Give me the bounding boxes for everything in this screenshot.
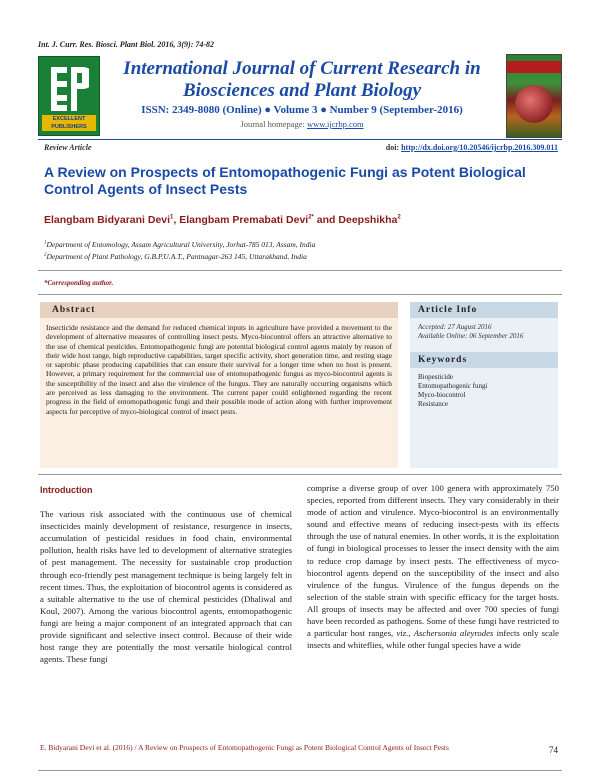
affiliation-2: $^2$Department of Plant Pathology, G.B.P.U.A.T., Pantnagar-263 145, Uttarakhand, India [44,252,307,261]
keyword-list [410,368,558,414]
article-info-box [410,302,558,468]
journal-cover-image [506,54,562,138]
header-divider [38,139,562,140]
running-citation: Int. J. Curr. Res. Biosci. Plant Biol. 2016, 3(9): 74-82 [38,40,215,49]
body-column-left [40,482,292,665]
article-type: Review Article [44,143,92,152]
keyword-item: Resistance [418,400,448,408]
author-list: Elangbam Bidyarani Devi$^1$, Elangbam Premabati Devi$^{2*}$ and Deepshikha$^2$ [44,214,401,226]
introduction-heading: Introduction [40,485,93,495]
abstract-text: Insecticide resistance and the demand for reduced chemical inputs in agriculture have provided a movement to the development of alternative measures of controlling insect pests. Myco-biocontrol offers an attractive alternative to the use of chemical pesticides. Entomopathogenic fungi are potential biological control agents mainly by reason of their wide host range, high reproductive capabilities, target specific activity, short generation time, and resting stage or saprobic phase producing capabilities that can ensure their survival for a longer time when no host is present. However, a primary requirement for the commercial use of entomopathogenic fungus as myco-biocontrol agents is the susceptibility of the insect and also the virulence of the fungus. They are naturally occurring organisms which are perceived as less damaging to the environment. The current paper could enlightened regarding the recent progress in the field of entomopathogenic fungi and their possible mode of action along with further improvement aspects for perceptive of myco-biological control of insect pests. [46,323,392,416]
keyword-item: Biopesticide [418,373,453,381]
body-divider [38,474,562,475]
accepted-date: Accepted: 27 August 2016 [418,323,492,331]
journal-header [38,54,562,138]
footer-citation: E. Bidyarani Devi et al. (2016) / A Review on Prospects of Entomopathogenic Fungi as Potent Biological Control Agents of Insect Pests [40,743,449,752]
issn-line: ISSN: 2349-8080 (Online) ● Volume 3 ● Number 9 (September-2016) [141,104,463,116]
publisher-logo [38,56,100,136]
page-number: 74 [549,745,558,755]
body-text-right: comprise a diverse group of over 100 genera with approximately 750 species, reported from different insects. They vary considerably in their mode of action and virulence. Myco-biocontrol is an environmentally sound and effective means of reducing insect-pests with its effects through the use of natural enemies. In other words, it is the exploitation of fungi in biological processes to lesser the insect density with the aim to reduce crop damage by insect pests. The effectiveness of myco-biocontrol agents depend on the susceptibility of the insect and also virulence of the fungus. Virulence of the fungus depends on the selection of the stable strain with specific efficacy for the target hosts. All groups of insects may be affected and over 700 species of fungi have been recorded as pathogens. Some of these fungi have restricted to a particular host ranges, [307,483,559,639]
ep-logo-icon [49,63,89,117]
abstract-box [40,302,398,468]
doi-link[interactable]: http://dx.doi.org/10.20546/ijcrbp.2016.309.011 [401,143,558,152]
logo-label: EXCELLENT PUBLISHERS [42,115,96,131]
homepage-link[interactable]: www.ijcrbp.com [307,119,364,129]
keyword-item: Myco-biocontrol [418,391,466,399]
article-dates [410,318,558,346]
corresponding-author-note: *Corresponding author. [44,279,114,287]
body-text-left: The various risk associated with the continuous use of chemical insecticides mainly development of resistance, resurgence in insects, accumulation of pesticidal residues in food chain, environmental pollution, health risks have led to development of alternative strategies of pest management. The necessity for sustainable crop production through eco-friendly pest management technique is being largely felt in recent times. Thus, the exploitation of biocontrol agents is considered as a suitable alternative to the use of chemical pesticides (Dhaliwal and Koul, 2007). Among the various biocontrol agents, entomopathogenic fungi are being a major component of an integrated approach that can provide significant and selective insect control. Because of their wide host range they are potentially the most versatile biological control agents. These fungi [40,509,292,665]
article-info-heading: Article Info [410,302,558,318]
footer-divider [38,770,562,771]
available-date: Available Online: 06 September 2016 [418,332,524,340]
affiliation-1: $^1$Department of Entomology, Assam Agricultural University, Jorhat-785 013, Assam, India [44,240,316,249]
keywords-heading: Keywords [410,352,558,368]
keyword-item: Entomopathogenic fungi [418,382,488,390]
journal-homepage: Journal homepage: www.ijcrbp.com [240,119,364,129]
abstract-divider [38,294,562,295]
doi: doi: http://dx.doi.org/10.20546/ijcrbp.2016.309.011 [385,143,558,152]
paper-title: A Review on Prospects of Entomopathogenic Fungi as Potent Biological Control Agents of Insect Pests [44,164,526,197]
journal-title: International Journal of Current Research in Biosciences and Plant Biology [123,58,481,101]
abstract-heading: Abstract [40,302,398,318]
species-name: Aschersonia aleyrodes [413,628,494,639]
affiliation-divider [38,270,562,271]
body-column-right: comprise a diverse group of over 100 genera with approximately 750 species, reported from different insects. They vary considerably in their mode of action and virulence. Myco-biocontrol is an environmentally sound and effective means of reducing insect-pests with its effects through the use of natural enemies. In other words, it is the exploitation of fungi in biological processes to lesser the insect density with the aim to reduce crop damage by insect pests. The effectiveness of myco-biocontrol agents depend on the susceptibility of the insect and also virulence of the fungus. Virulence of the fungus depends on the selection of the stable strain with specific efficacy for the target hosts. All groups of insects may be affected and over 700 species of fungi have been recorded as pathogens. Some of these fungi have restricted to a particular host ranges, viz., Aschersonia aleyrodes infects only scale insects and whiteflies, while other fungal species have a wide [307,483,560,651]
